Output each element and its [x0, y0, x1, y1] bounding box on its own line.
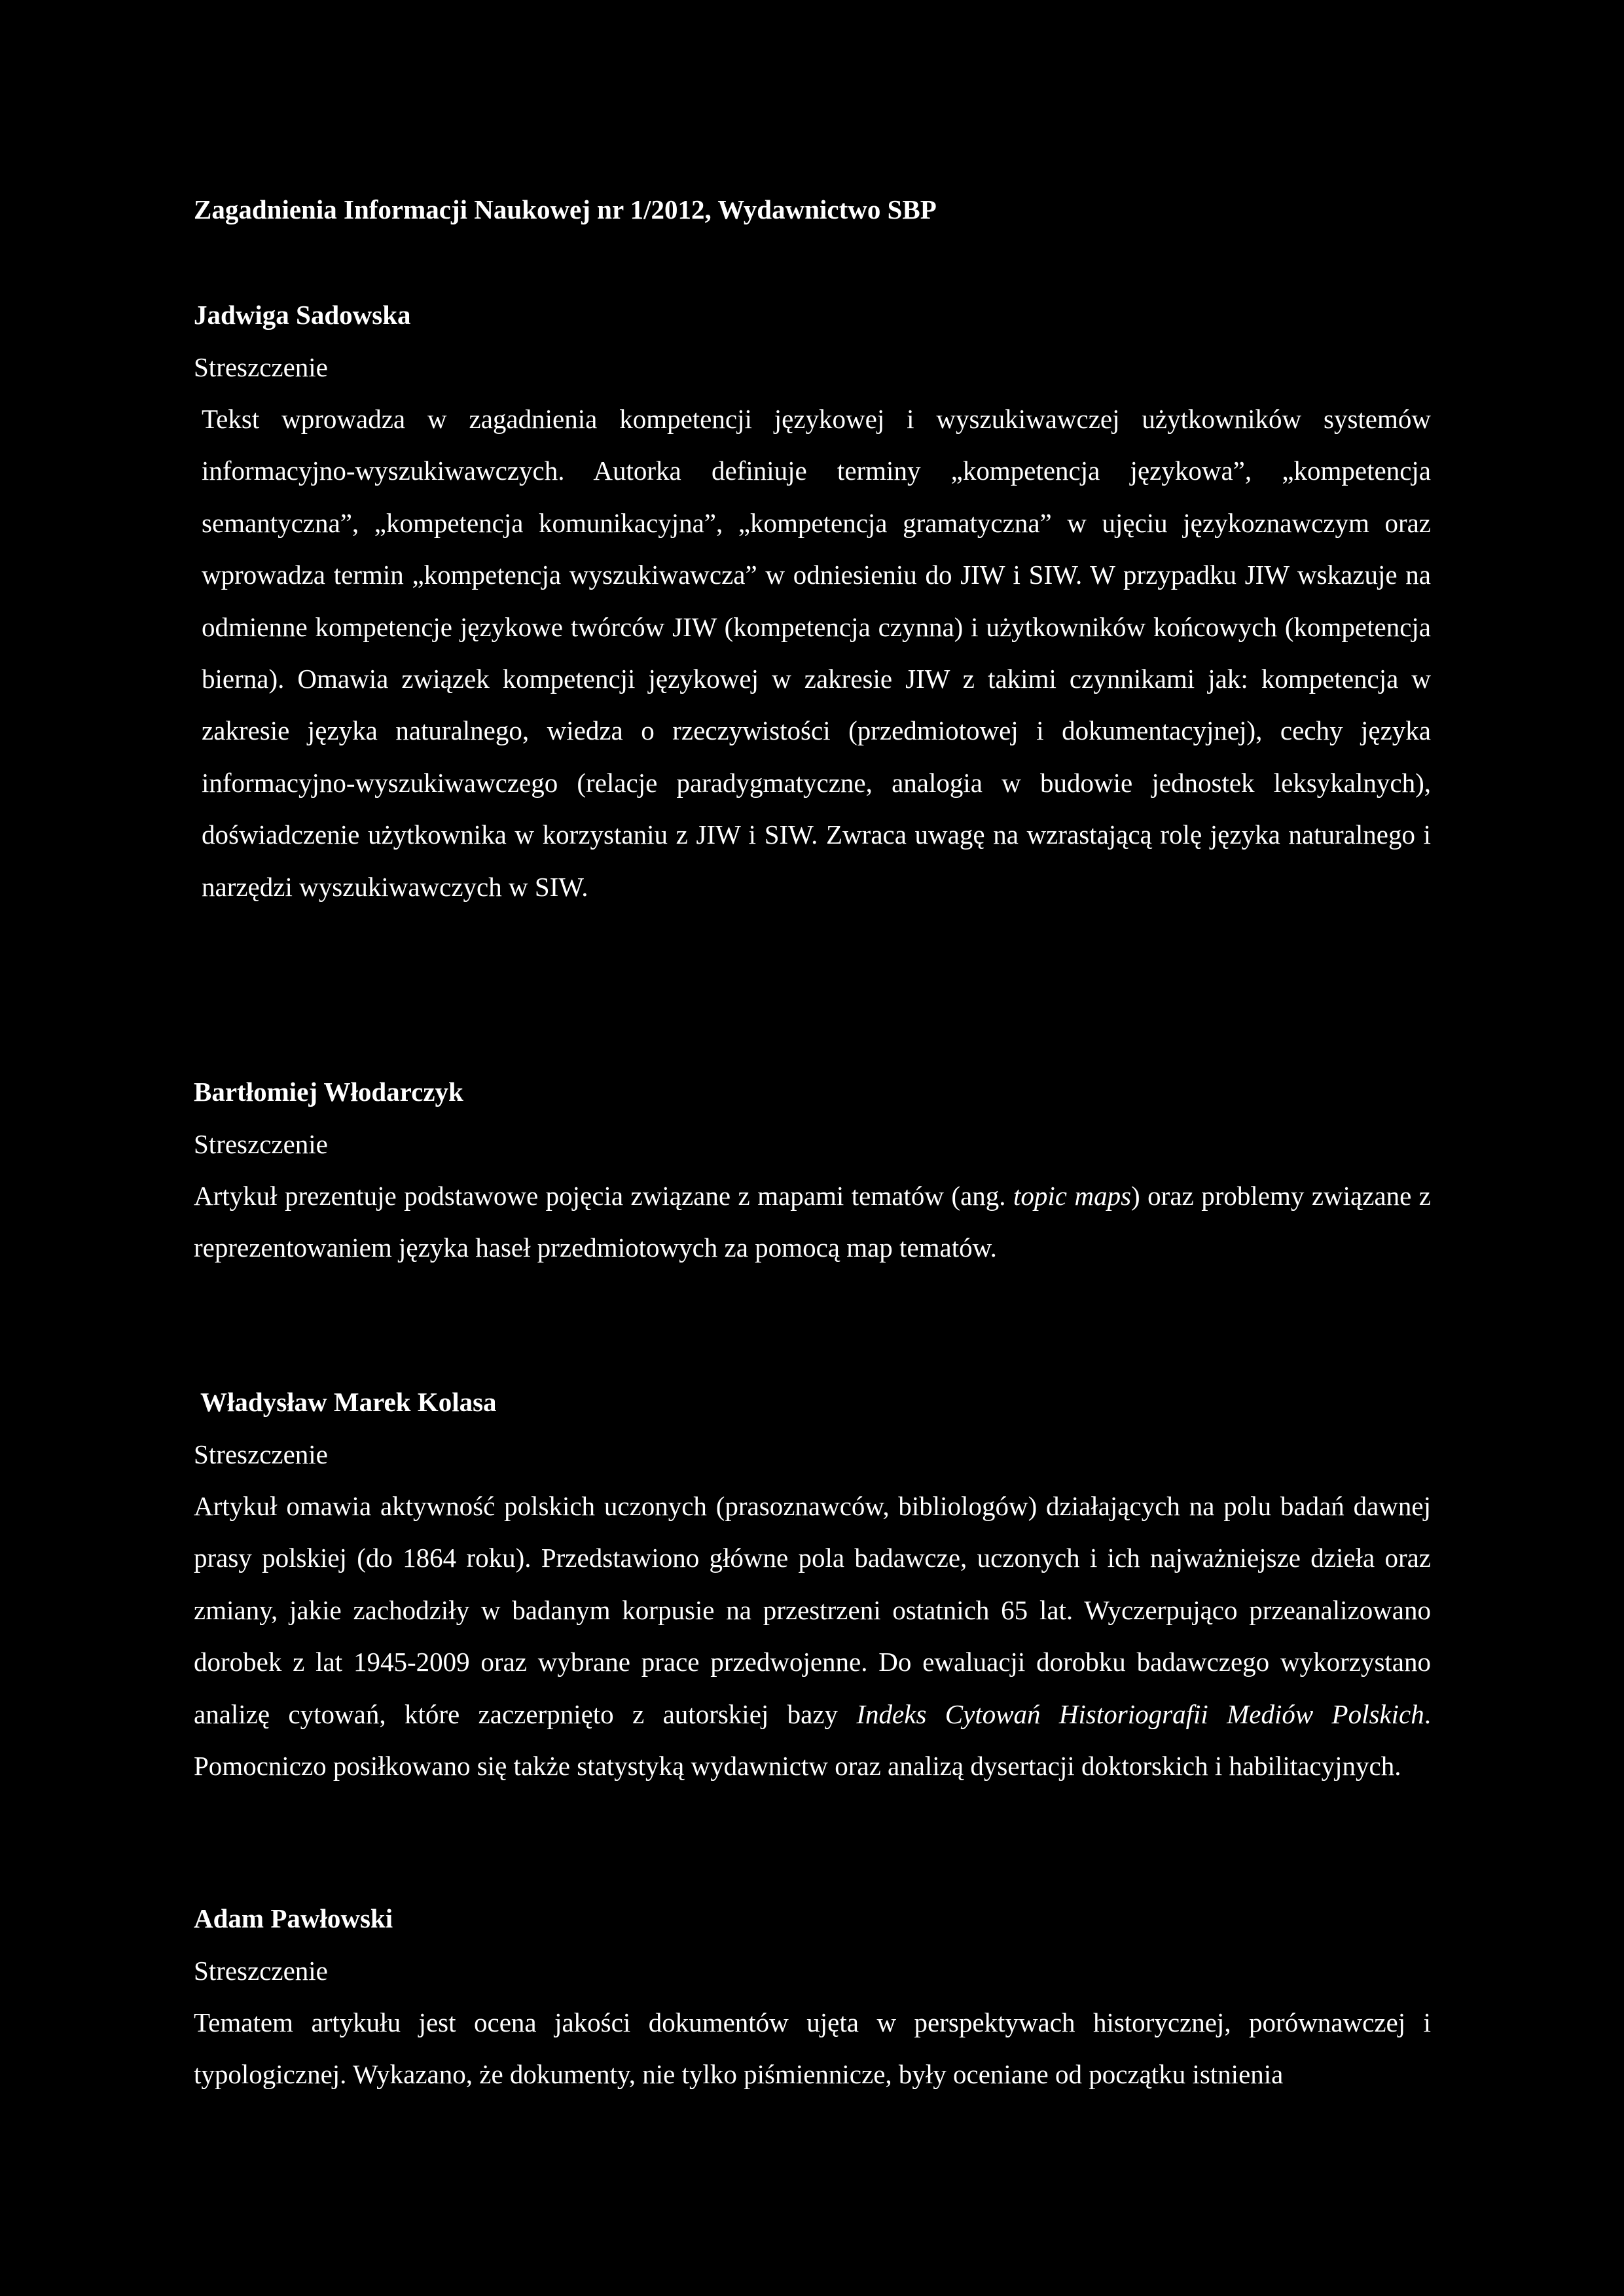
abstract-italic-term: topic maps: [1013, 1181, 1132, 1211]
author-name: Adam Pawłowski: [194, 1903, 393, 1933]
abstract-entry-pawlowski: [194, 1892, 1431, 2101]
abstract-text: Tematem artykułu jest ocena jakości dokumentów ujęta w perspektywach historycznej, porównawczej i typologicznej. Wykazano, że dokumenty, nie tylko piśmiennicze, były oceniane od początku istnienia: [194, 2007, 1431, 2090]
journal-header: Zagadnienia Informacji Naukowej nr 1/2012, Wydawnictwo SBP: [194, 194, 937, 224]
abstract-text-part: . Pomocniczo posiłkowano się także statystyką wydawnictw oraz analizą dysertacji doktorskich i habilitacyjnych.: [194, 1698, 1431, 1782]
abstract-text-part: Artykuł omawia aktywność polskich uczonych (prasoznawców, bibliologów) działających na polu badań dawnej prasy polskiej (do 1864 roku). Przedstawiono główne pola badawcze, uczonych i ich najważniejsze dzieła oraz zmiany, jakie zachodziły w badanym korpusie na przestrzeni ostatnich 65 lat. Wyczerpująco przeanalizowano dorobek z lat 1945-2009 oraz wybrane prace przedwojenne. Do ewaluacji dorobku badawczego wykorzystano analizę cytowań, które zaczerpnięto z autorskiej bazy: [194, 1491, 1431, 1729]
abstract-text: Tekst wprowadza w zagadnienia kompetencji językowej i wyszukiwawczej użytkowników systemów informacyjno-wyszukiwawczych. Autorka definiuje terminy „kompetencja językowa”, „kompetencja semantyczna”, „kompetencja komunikacyjna”, „kompetencja gramatyczna” w ujęciu językoznawczym oraz wprowadza termin „kompetencja wyszukiwawcza” w odniesieniu do JIW i SIW. W przypadku JIW wskazuje na odmienne kompetencje językowe twórców JIW (kompetencja czynna) i użytkowników końcowych (kompetencja bierna). Omawia związek kompetencji językowej w zakresie JIW z takimi czynnikami jak: kompetencja w zakresie języka naturalnego, wiedza o rzeczywistości (przedmiotowej i dokumentacyjnej), cechy języka informacyjno-wyszukiwawczego (relacje paradygmatyczne, analogia w budowie jednostek leksykalnych), doświadczenie użytkownika w korzystaniu z JIW i SIW. Zwraca uwagę na wzrastającą rolę języka naturalnego i narzędzi wyszukiwawczych w SIW.: [202, 404, 1431, 902]
section-label: Streszczenie: [194, 1439, 328, 1469]
section-label: Streszczenie: [194, 1956, 328, 1986]
author-name: Bartłomiej Włodarczyk: [194, 1077, 463, 1107]
abstract-entry-kolasa: [194, 1376, 1431, 1792]
abstract-text: [194, 1170, 1431, 1274]
author-name: Władysław Marek Kolasa: [200, 1387, 497, 1417]
author-name: Jadwiga Sadowska: [194, 300, 411, 330]
abstract-italic-title: Indeks Cytowań Historiografii Mediów Polskich: [856, 1698, 1424, 1729]
abstract-text: [194, 1480, 1431, 1792]
section-label: Streszczenie: [194, 352, 328, 382]
abstract-entry-sadowska: [194, 289, 1431, 913]
abstract-text-part: Artykuł prezentuje podstawowe pojęcia związane z mapami tematów (ang.: [194, 1181, 1013, 1211]
abstract-entry-wlodarczyk: [194, 1066, 1431, 1274]
abstract-text-part: ) oraz problemy związane z reprezentowaniem języka haseł przedmiotowych za pomocą map tematów.: [194, 1181, 1431, 1263]
section-label: Streszczenie: [194, 1129, 328, 1159]
